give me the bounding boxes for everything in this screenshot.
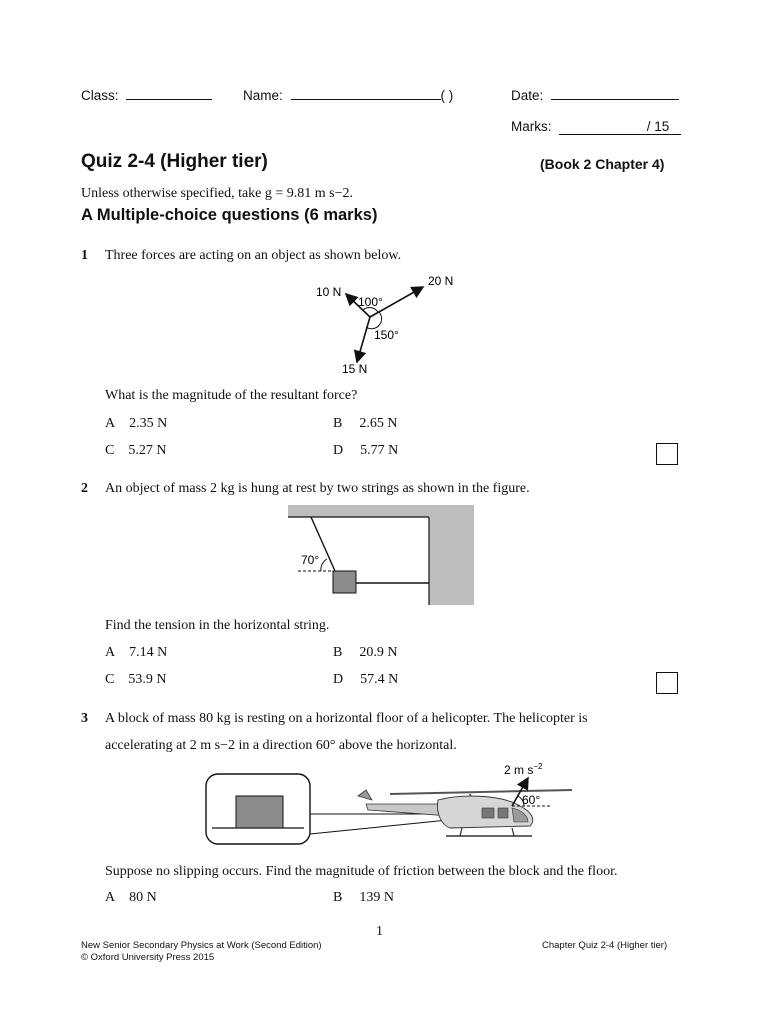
option-d[interactable]: [333, 672, 398, 688]
option-letter: D: [333, 672, 344, 687]
acceleration-label: 2 m $s^{-2}$: [504, 762, 543, 777]
option-text: 80 N: [129, 890, 157, 905]
option-letter: C: [105, 672, 115, 687]
option-d[interactable]: [333, 443, 398, 459]
option-text: 53.9 N: [128, 672, 167, 687]
chapter-ref: (Book 2 Chapter 4): [540, 156, 665, 172]
helicopter-diagram: [200, 758, 580, 854]
force-label-10n: 10 N: [316, 285, 342, 299]
page-title: Quiz 2-4 (Higher tier): [81, 151, 268, 172]
force-label-15n: 15 N: [342, 362, 368, 376]
page-number: 1: [376, 924, 383, 939]
option-text: 2.35 N: [129, 416, 168, 431]
option-b[interactable]: [333, 645, 397, 661]
option-letter: A: [105, 890, 116, 905]
option-letter: D: [333, 443, 344, 458]
answer-box[interactable]: [656, 443, 678, 465]
question-text: Three forces are acting on an object as shown below.: [105, 248, 402, 263]
block: [236, 796, 283, 828]
option-b[interactable]: [333, 890, 394, 906]
option-c[interactable]: [105, 672, 166, 688]
class-blank: [126, 86, 212, 100]
marks-label: Marks:: [511, 119, 552, 134]
class-label: Class:: [81, 88, 119, 103]
section-a-heading: A Multiple-choice questions (6 marks): [81, 206, 378, 224]
footer-chapter: Chapter Quiz 2-4 (Higher tier): [542, 940, 668, 951]
name-class-number: ( ): [440, 88, 454, 103]
option-a[interactable]: [105, 645, 167, 661]
question-prompt: Find the tension in the horizontal string.: [105, 618, 330, 633]
angle-label-150: 150°: [374, 328, 399, 342]
question-text-line1: A block of mass 80 kg is resting on a horizontal floor of a helicopter. The helicopter is: [105, 711, 588, 726]
hanging-mass: [333, 571, 356, 593]
question-number: 2: [81, 481, 88, 496]
option-text: 7.14 N: [129, 645, 168, 660]
footer-book-title: New Senior Secondary Physics at Work (Second Edition): [81, 940, 322, 951]
callout-line-bottom: [310, 820, 448, 834]
option-c[interactable]: [105, 443, 166, 459]
option-b[interactable]: [333, 416, 397, 432]
option-a[interactable]: [105, 416, 167, 432]
option-text: 20.9 N: [359, 645, 398, 660]
option-letter: B: [333, 416, 343, 431]
name-field: [243, 86, 453, 103]
date-field: [511, 86, 679, 103]
three-forces-diagram: [300, 270, 470, 382]
option-letter: A: [105, 416, 116, 431]
question-prompt: What is the magnitude of the resultant force?: [105, 388, 358, 403]
option-text: 139 N: [359, 890, 394, 905]
angle-label-100: 100°: [358, 295, 383, 309]
option-letter: B: [333, 645, 343, 660]
option-text: 5.77 N: [360, 443, 399, 458]
instruction-text: Unless otherwise specified, take g = 9.81 m s−2.: [81, 186, 354, 201]
force-label-20n: 20 N: [428, 274, 454, 288]
marks-field: [511, 119, 681, 135]
answer-box[interactable]: [656, 672, 678, 694]
marks-total: / 15: [646, 119, 670, 134]
option-a[interactable]: [105, 890, 157, 906]
question-number: 1: [81, 248, 88, 263]
force-arrow-15n: [357, 317, 370, 362]
strings-diagram: [288, 505, 476, 607]
question-number: 3: [81, 711, 88, 726]
angle-label-60: 60°: [522, 793, 541, 807]
marks-blank: [559, 119, 681, 135]
option-text: 2.65 N: [359, 416, 398, 431]
class-field: [81, 86, 212, 103]
option-text: 57.4 N: [360, 672, 399, 687]
question-text-line2: accelerating at 2 m s−2 in a direction 60° above the horizontal.: [105, 738, 457, 753]
date-label: Date:: [511, 88, 544, 103]
question-prompt: Suppose no slipping occurs. Find the magnitude of friction between the block and the floor.: [105, 864, 618, 879]
footer-copyright: © Oxford University Press 2015: [81, 952, 215, 963]
option-text: 5.27 N: [128, 443, 167, 458]
date-blank: [551, 86, 679, 100]
angle-label-70: 70°: [301, 553, 320, 567]
name-blank: [291, 86, 441, 100]
option-letter: C: [105, 443, 115, 458]
option-letter: A: [105, 645, 116, 660]
question-text: An object of mass 2 kg is hung at rest by two strings as shown in the figure.: [105, 481, 530, 496]
option-letter: B: [333, 890, 343, 905]
name-label: Name:: [243, 88, 283, 103]
